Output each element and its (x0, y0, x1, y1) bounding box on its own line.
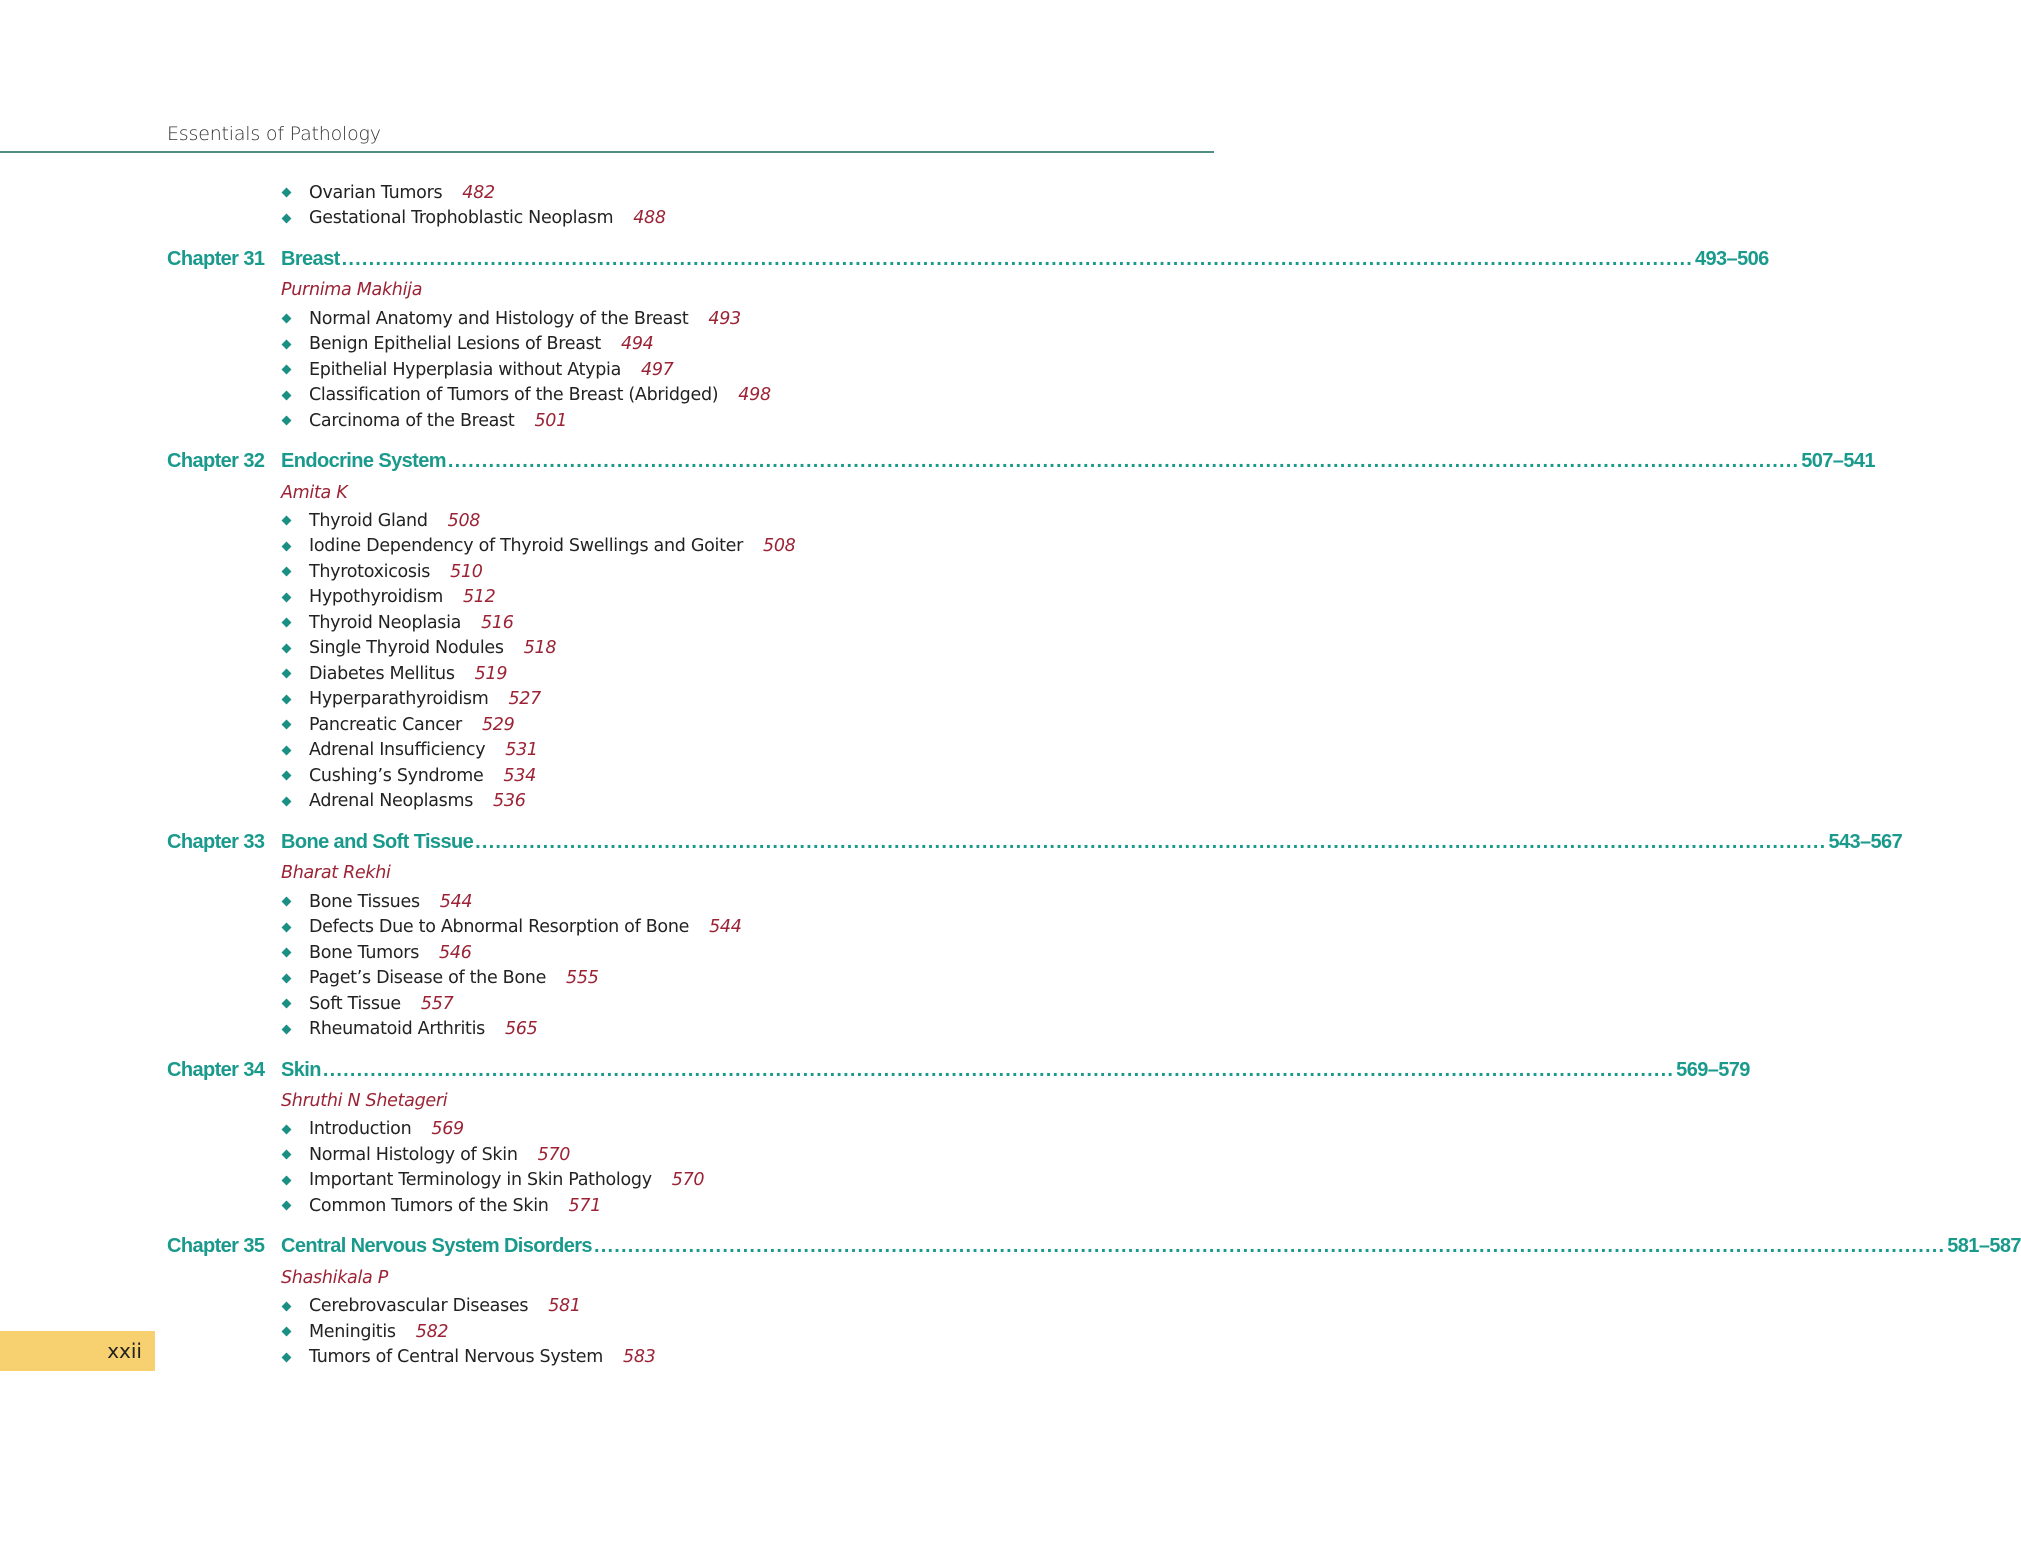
toc-entry[interactable] (167, 1142, 1046, 1168)
entry-page: 497 (641, 359, 674, 380)
chapter-number: Chapter 32 (167, 450, 265, 472)
entry-page: 565 (505, 1019, 538, 1039)
chapter-pages: 543–567 (1828, 830, 1903, 853)
chapter-pages: 569–579 (1676, 1058, 1750, 1081)
chapter-pages: 507–541 (1801, 450, 1875, 472)
entry-label: Soft Tissue (309, 993, 401, 1014)
entry-label: Important Terminology in Skin Pathology (309, 1170, 652, 1191)
entry-label: Adrenal Neoplasms (309, 791, 474, 812)
diamond-bullet-icon (282, 973, 292, 983)
diamond-bullet-icon (282, 771, 292, 781)
entry-label: Paget’s Disease of the Bone (309, 968, 547, 988)
entry-page: 482 (462, 182, 495, 203)
entry-page: 544 (709, 917, 742, 937)
chapter-title: Bone and Soft Tissue (281, 830, 474, 853)
chapter-title: Breast (281, 247, 340, 270)
diamond-bullet-icon (282, 314, 292, 324)
entry-label: Meningitis (309, 1321, 396, 1342)
dot-leader: ........................................................................................................................................................................................................ (447, 450, 1800, 472)
entry-page: 494 (621, 334, 654, 354)
entry-page: 557 (420, 993, 454, 1014)
diamond-bullet-icon (282, 567, 292, 577)
diamond-bullet-icon (282, 999, 292, 1009)
entry-label: Thyrotoxicosis (309, 561, 431, 582)
dot-leader: ........................................................................................................................................................................................................ (322, 1058, 1675, 1081)
diamond-bullet-icon (282, 643, 292, 653)
entry-label: Diabetes Mellitus (309, 663, 455, 684)
entry-label: Thyroid Neoplasia (309, 612, 462, 633)
entry-label: Cerebrovascular Diseases (309, 1296, 529, 1316)
diamond-bullet-icon (282, 365, 292, 375)
chapter-pages: 581–587 (1947, 1235, 2021, 1258)
toc-entry[interactable] (167, 687, 1046, 713)
toc-entry[interactable] (167, 408, 1046, 434)
entry-label: Bone Tumors (309, 942, 420, 963)
toc-entry[interactable] (167, 382, 1046, 408)
toc-entry[interactable] (167, 940, 1046, 966)
entry-page: 508 (763, 536, 796, 557)
chapter-author: Amita K (281, 482, 348, 503)
toc-entry[interactable] (167, 1117, 1046, 1143)
chapter-heading[interactable] (167, 244, 1769, 275)
toc-entry[interactable] (167, 559, 1046, 585)
entry-page: 569 (431, 1119, 464, 1140)
toc-entry[interactable] (167, 636, 1046, 662)
chapter-number: Chapter 31 (167, 247, 265, 270)
toc-entry[interactable] (167, 661, 1046, 687)
dot-leader: ........................................................................................................................................................................................................ (593, 1235, 1946, 1258)
toc-entry[interactable] (167, 965, 1046, 991)
diamond-bullet-icon (282, 213, 292, 223)
diamond-bullet-icon (282, 897, 292, 907)
toc-entry[interactable] (167, 306, 1046, 332)
header-rule (0, 151, 1214, 153)
entry-page: 488 (633, 208, 666, 229)
toc-entry[interactable] (167, 206, 1046, 232)
diamond-bullet-icon (282, 1150, 292, 1160)
diamond-bullet-icon (282, 1327, 292, 1337)
diamond-bullet-icon (282, 339, 292, 349)
entry-page: 493 (708, 308, 741, 329)
toc-entry[interactable] (167, 789, 1046, 815)
toc-entry[interactable] (167, 889, 1046, 915)
toc-entry[interactable] (167, 1319, 1046, 1345)
toc-entry[interactable] (167, 763, 1046, 789)
entry-page: 527 (508, 689, 541, 710)
diamond-bullet-icon (282, 390, 292, 400)
entry-page: 570 (671, 1170, 705, 1191)
diamond-bullet-icon (282, 745, 292, 755)
entry-label: Introduction (309, 1119, 412, 1140)
toc-entry[interactable] (167, 585, 1046, 611)
diamond-bullet-icon (282, 796, 292, 806)
entry-label: Common Tumors of the Skin (309, 1195, 549, 1216)
diamond-bullet-icon (282, 618, 292, 628)
entry-label: Iodine Dependency of Thyroid Swellings and Goiter (309, 536, 743, 557)
entry-page: 571 (568, 1195, 602, 1216)
diamond-bullet-icon (282, 1201, 292, 1211)
chapter-title: Endocrine System (281, 450, 446, 472)
entry-page: 518 (523, 638, 557, 659)
toc-entry[interactable] (167, 180, 1046, 206)
entry-page: 544 (439, 891, 473, 912)
entry-page: 570 (537, 1144, 571, 1165)
chapter-heading[interactable] (167, 1231, 2021, 1262)
entry-label: Normal Anatomy and Histology of the Breast (309, 308, 689, 329)
entry-page: 529 (481, 714, 515, 735)
entry-label: Cushing’s Syndrome (309, 765, 484, 786)
diamond-bullet-icon (282, 188, 292, 198)
entry-page: 510 (450, 561, 483, 582)
diamond-bullet-icon (282, 416, 292, 426)
entry-page: 555 (566, 968, 599, 988)
toc-entry[interactable] (167, 712, 1046, 738)
entry-page: 583 (623, 1347, 656, 1367)
entry-page: 508 (447, 510, 481, 531)
chapter-heading[interactable] (167, 1055, 1750, 1086)
entry-label: Thyroid Gland (309, 510, 428, 531)
entry-label: Single Thyroid Nodules (309, 638, 504, 659)
diamond-bullet-icon (282, 1024, 292, 1034)
chapter-heading[interactable] (167, 827, 1903, 858)
entry-label: Normal Histology of Skin (309, 1144, 518, 1165)
toc-entry[interactable] (167, 1293, 1046, 1319)
diamond-bullet-icon (282, 720, 292, 730)
toc-entry[interactable] (167, 1016, 1046, 1042)
entry-page: 512 (462, 587, 496, 608)
toc-entry[interactable] (167, 1344, 1046, 1370)
toc-entry[interactable] (167, 738, 1046, 764)
toc-entry[interactable] (167, 1168, 1046, 1194)
entry-page: 516 (481, 612, 514, 633)
toc-entry[interactable] (167, 991, 1046, 1017)
toc-entry[interactable] (167, 610, 1046, 636)
entry-label: Adrenal Insufficiency (309, 740, 486, 761)
chapter-title: Central Nervous System Disorders (281, 1235, 592, 1258)
diamond-bullet-icon (282, 1124, 292, 1134)
chapter-number: Chapter 35 (167, 1235, 265, 1258)
entry-label: Rheumatoid Arthritis (309, 1019, 485, 1039)
entry-label: Ovarian Tumors (309, 182, 443, 203)
diamond-bullet-icon (282, 948, 292, 958)
entry-page: 534 (503, 765, 536, 786)
diamond-bullet-icon (282, 669, 292, 679)
entry-label: Benign Epithelial Lesions of Breast (309, 334, 601, 354)
entry-page: 582 (415, 1321, 449, 1342)
entry-page: 531 (505, 740, 538, 761)
entry-label: Hyperparathyroidism (309, 689, 489, 710)
chapter-author: Shruthi N Shetageri (281, 1091, 448, 1111)
entry-page: 581 (548, 1296, 581, 1316)
diamond-bullet-icon (282, 1352, 292, 1362)
entry-label: Tumors of Central Nervous System (309, 1347, 604, 1367)
entry-label: Bone Tissues (309, 891, 420, 912)
diamond-bullet-icon (282, 1301, 292, 1311)
chapter-title: Skin (281, 1058, 321, 1081)
page-number: xxii (107, 1339, 142, 1363)
dot-leader: ........................................................................................................................................................................................................ (341, 247, 1693, 270)
dot-leader: ........................................................................................................................................................................................................ (475, 830, 1827, 853)
entry-page: 501 (534, 410, 567, 431)
toc-entry[interactable] (167, 508, 1046, 534)
entry-label: Hypothyroidism (309, 587, 443, 608)
entry-label: Carcinoma of the Breast (309, 410, 515, 431)
entry-label: Pancreatic Cancer (309, 714, 462, 735)
toc-entry[interactable] (167, 331, 1046, 357)
entry-page: 519 (474, 663, 508, 684)
chapter-author: Shashikala P (281, 1267, 388, 1288)
page-number-tab (0, 1331, 155, 1371)
chapter-author: Bharat Rekhi (281, 863, 391, 884)
entry-page: 498 (738, 385, 771, 405)
toc-entry[interactable] (167, 357, 1046, 383)
diamond-bullet-icon (282, 1175, 292, 1185)
table-of-contents (167, 180, 2021, 1370)
toc-entry[interactable] (167, 914, 1046, 940)
entry-label: Defects Due to Abnormal Resorption of Bone (309, 917, 690, 937)
chapter-author: Purnima Makhija (281, 280, 423, 301)
chapter-heading[interactable] (167, 446, 1875, 477)
diamond-bullet-icon (282, 541, 292, 551)
entry-label: Classification of Tumors of the Breast (Abridged) (309, 385, 719, 405)
toc-entry[interactable] (167, 1193, 1046, 1219)
running-title: Essentials of Pathology (167, 123, 381, 145)
diamond-bullet-icon (282, 516, 292, 526)
chapter-number: Chapter 33 (167, 830, 265, 853)
entry-page: 546 (439, 942, 472, 963)
diamond-bullet-icon (282, 694, 292, 704)
chapter-number: Chapter 34 (167, 1058, 265, 1081)
toc-entry[interactable] (167, 534, 1046, 560)
diamond-bullet-icon (282, 592, 292, 602)
entry-label: Gestational Trophoblastic Neoplasm (309, 208, 614, 229)
chapter-pages: 493–506 (1694, 247, 1769, 270)
entry-page: 536 (493, 791, 526, 812)
diamond-bullet-icon (282, 922, 292, 932)
entry-label: Epithelial Hyperplasia without Atypia (309, 359, 621, 380)
